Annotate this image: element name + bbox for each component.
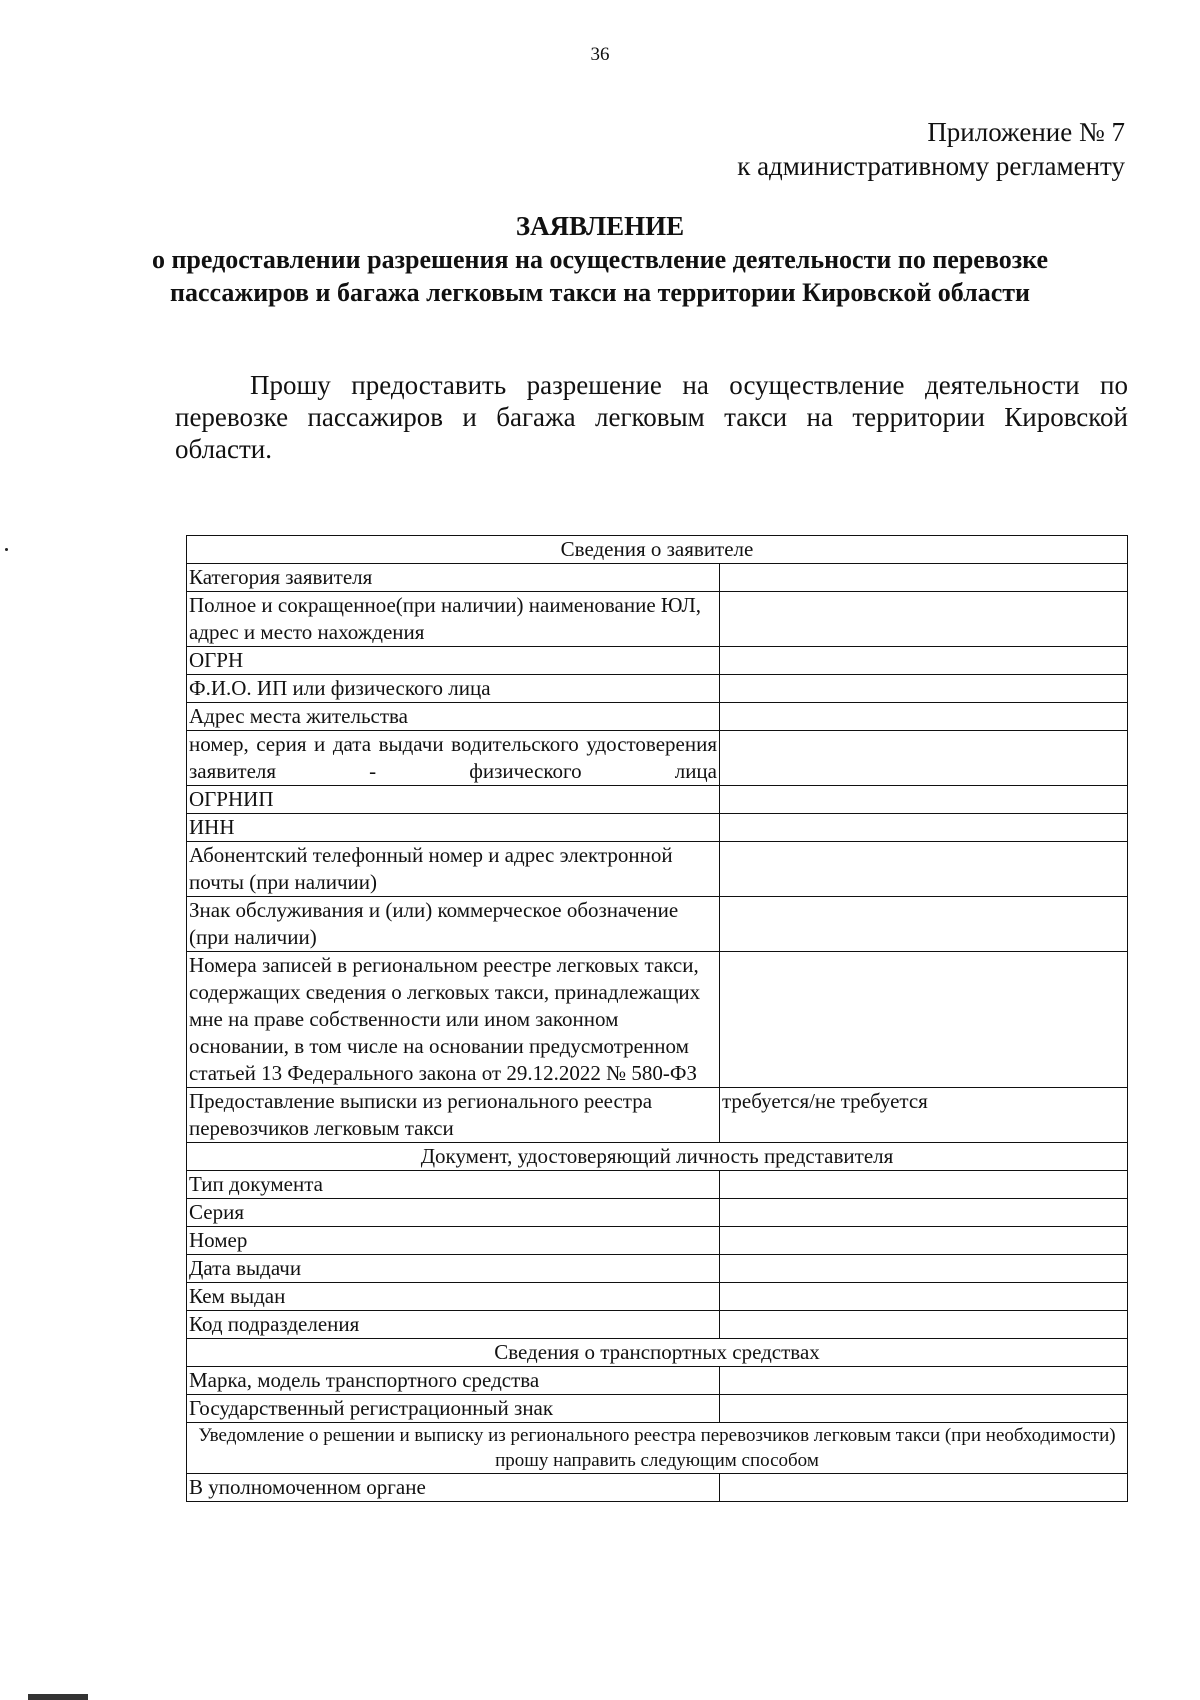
table-row bbox=[187, 1199, 1128, 1227]
table-row bbox=[187, 786, 1128, 814]
field-label: Номер bbox=[187, 1227, 720, 1255]
field-label: Код подразделения bbox=[187, 1311, 720, 1339]
section-applicant: Сведения о заявителе bbox=[187, 536, 1128, 564]
title-main: ЗАЯВЛЕНИЕ bbox=[515, 211, 685, 241]
notice-row bbox=[187, 1423, 1128, 1474]
section-document: Документ, удостоверяющий личность представителя bbox=[187, 1143, 1128, 1171]
table-row bbox=[187, 1227, 1128, 1255]
field-value[interactable] bbox=[720, 786, 1128, 814]
field-value[interactable] bbox=[720, 1199, 1128, 1227]
section-header-row bbox=[187, 1339, 1128, 1367]
field-label: Адрес места жительства bbox=[187, 703, 720, 731]
field-value[interactable] bbox=[720, 897, 1128, 952]
table-row bbox=[187, 1311, 1128, 1339]
field-value[interactable]: требуется/не требуется bbox=[720, 1088, 1128, 1143]
field-value[interactable] bbox=[720, 731, 1128, 786]
field-value[interactable] bbox=[720, 1367, 1128, 1395]
application-form-table bbox=[186, 535, 1128, 1502]
field-value[interactable] bbox=[720, 1311, 1128, 1339]
table-row bbox=[187, 814, 1128, 842]
annex-line-1: Приложение № 7 bbox=[927, 117, 1125, 147]
table-row bbox=[187, 1255, 1128, 1283]
table-row bbox=[187, 1395, 1128, 1423]
field-label: номер, серия и дата выдачи водительского удостоверения заявителя - физического лица bbox=[187, 731, 720, 786]
field-label: Дата выдачи bbox=[187, 1255, 720, 1283]
request-paragraph: Прошу предоставить разрешение на осуществление деятельности по перевозке пассажиров и багажа легковым такси на территории Кировской области. bbox=[175, 370, 1128, 464]
field-label: Тип документа bbox=[187, 1171, 720, 1199]
annex-header bbox=[737, 115, 1125, 183]
table-row bbox=[187, 703, 1128, 731]
table-row bbox=[187, 842, 1128, 897]
field-label: Абонентский телефонный номер и адрес электронной почты (при наличии) bbox=[187, 842, 720, 897]
section-vehicles: Сведения о транспортных средствах bbox=[187, 1339, 1128, 1367]
field-label: ОГРН bbox=[187, 647, 720, 675]
table-row bbox=[187, 731, 1128, 786]
table-row bbox=[187, 1088, 1128, 1143]
delivery-notice: Уведомление о решении и выписку из регионального реестра перевозчиков легковым такси (при необходимости) прошу направить следующим способом bbox=[187, 1423, 1128, 1474]
table-row bbox=[187, 1283, 1128, 1311]
field-value[interactable] bbox=[720, 1255, 1128, 1283]
title-subtitle: о предоставлении разрешения на осуществление деятельности по перевозке пассажиров и багажа легковым такси на территории Кировской области bbox=[151, 245, 1049, 307]
field-label: Категория заявителя bbox=[187, 564, 720, 592]
field-value[interactable] bbox=[720, 842, 1128, 897]
field-value[interactable] bbox=[720, 814, 1128, 842]
table-row bbox=[187, 952, 1128, 1088]
field-label: ОГРНИП bbox=[187, 786, 720, 814]
field-value[interactable] bbox=[720, 1395, 1128, 1423]
annex-line-2: к административному регламенту bbox=[737, 151, 1125, 181]
table-row bbox=[187, 592, 1128, 647]
field-label: Предоставление выписки из регионального реестра перевозчиков легковым такси bbox=[187, 1088, 720, 1143]
page-number: 36 bbox=[590, 44, 610, 65]
table-row bbox=[187, 1474, 1128, 1502]
table-row bbox=[187, 564, 1128, 592]
field-label: Ф.И.О. ИП или физического лица bbox=[187, 675, 720, 703]
scan-speck bbox=[5, 548, 8, 551]
document-title bbox=[150, 210, 1050, 309]
table-row bbox=[187, 675, 1128, 703]
field-value[interactable] bbox=[720, 1283, 1128, 1311]
table-row bbox=[187, 1367, 1128, 1395]
section-header-row bbox=[187, 1143, 1128, 1171]
field-label: Полное и сокращенное(при наличии) наименование ЮЛ, адрес и место нахождения bbox=[187, 592, 720, 647]
table-row bbox=[187, 647, 1128, 675]
field-value[interactable] bbox=[720, 564, 1128, 592]
field-value[interactable] bbox=[720, 1227, 1128, 1255]
table-row bbox=[187, 1171, 1128, 1199]
field-label: Серия bbox=[187, 1199, 720, 1227]
scan-edge-artifact bbox=[28, 1694, 88, 1700]
field-value[interactable] bbox=[720, 1474, 1128, 1502]
field-value[interactable] bbox=[720, 952, 1128, 1088]
field-label: Марка, модель транспортного средства bbox=[187, 1367, 720, 1395]
field-label: Знак обслуживания и (или) коммерческое обозначение (при наличии) bbox=[187, 897, 720, 952]
field-value[interactable] bbox=[720, 647, 1128, 675]
field-value[interactable] bbox=[720, 1171, 1128, 1199]
field-value[interactable] bbox=[720, 592, 1128, 647]
field-label: Кем выдан bbox=[187, 1283, 720, 1311]
field-value[interactable] bbox=[720, 675, 1128, 703]
field-label: Государственный регистрационный знак bbox=[187, 1395, 720, 1423]
field-value[interactable] bbox=[720, 703, 1128, 731]
field-label: ИНН bbox=[187, 814, 720, 842]
field-label: Номера записей в региональном реестре легковых такси, содержащих сведения о легковых такси, принадлежащих мне на праве собственности или ином законном основании, в том числе на основании предусмотренном статьей 13 Федерального закона от 29.12.2022 № 580-ФЗ bbox=[187, 952, 720, 1088]
table-row bbox=[187, 897, 1128, 952]
section-header-row bbox=[187, 536, 1128, 564]
field-label: В уполномоченном органе bbox=[187, 1474, 720, 1502]
